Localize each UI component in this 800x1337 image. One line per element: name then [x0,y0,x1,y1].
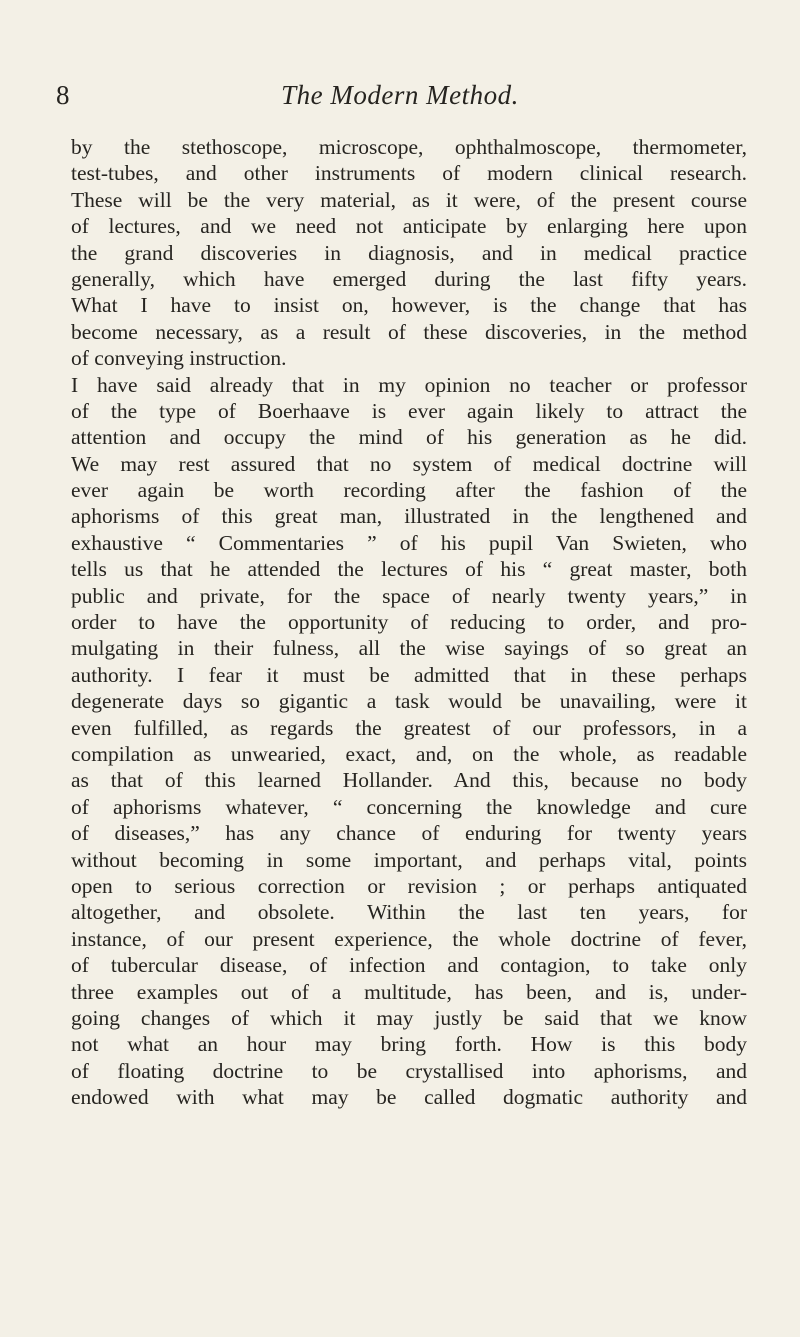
text-line: instance, of our present experience, the whole doctrine of fever, [71,926,747,951]
paragraph-start-line: I have said already that in my opinion no teacher or professor [71,372,747,397]
body-text [71,134,747,1110]
text-line: aphorisms of this great man, illustrated in the lengthened and [71,504,747,529]
text-line: test-tubes, and other instruments of modern clinical research. [71,161,747,186]
text-line: altogether, and obsolete. Within the last ten years, for [71,900,747,925]
text-line: We may rest assured that no system of medical doctrine will [71,451,747,476]
text-line: without becoming in some important, and perhaps vital, points [71,847,747,872]
text-line: attention and occupy the mind of his generation as he did. [71,425,747,450]
running-title: The Modern Method. [281,80,519,110]
text-line: degenerate days so gigantic a task would be unavailing, were it [71,689,747,714]
text-line: endowed with what may be called dogmatic authority and [71,1085,747,1110]
text-line: of the type of Boerhaave is ever again likely to attract the [71,398,747,423]
text-line: open to serious correction or revision ; or perhaps antiquated [71,873,747,898]
text-line: generally, which have emerged during the last fifty years. [71,266,747,291]
page-header [0,80,800,120]
text-line: going changes of which it may justly be said that we know [71,1005,747,1030]
text-line: compilation as unwearied, exact, and, on the whole, as readable [71,741,747,766]
text-line: of diseases,” has any chance of enduring for twenty years [71,821,747,846]
text-line: authority. I fear it must be admitted that in these perhaps [71,662,747,687]
text-line: as that of this learned Hollander. And this, because no body [71,768,747,793]
text-line: three examples out of a multitude, has been, and is, under- [71,979,747,1004]
text-line: by the stethoscope, microscope, ophthalmoscope, thermometer, [71,135,747,159]
text-line: become necessary, as a result of these discoveries, in the method [71,319,747,344]
text-line: ever again be worth recording after the fashion of the [71,478,747,503]
page-number: 8 [56,80,70,110]
text-line: of aphorisms whatever, “ concerning the knowledge and cure [71,794,747,819]
text-line: tells us that he attended the lectures of his “ great master, both [71,557,747,582]
text-line: mulgating in their fulness, all the wise sayings of so great an [71,636,747,661]
paragraph-end-line: of conveying instruction. [71,346,287,371]
text-line: public and private, for the space of nearly twenty years,” in [71,583,747,608]
text-line: not what an hour may bring forth. How is this body [71,1032,747,1057]
text-line: order to have the opportunity of reducing to order, and pro- [71,610,747,635]
text-line: of floating doctrine to be crystallised into aphorisms, and [71,1058,747,1083]
text-line: of lectures, and we need not anticipate by enlarging here upon [71,214,747,239]
text-line: These will be the very material, as it were, of the present course [71,187,747,212]
text-line: exhaustive “ Commentaries ” of his pupil Van Swieten, who [71,530,747,555]
text-line: What I have to insist on, however, is the change that has [71,293,747,318]
text-line: the grand discoveries in diagnosis, and in medical practice [71,240,747,265]
text-line: even fulfilled, as regards the greatest of our professors, in a [71,715,747,740]
text-line: of tubercular disease, of infection and contagion, to take only [71,953,747,978]
